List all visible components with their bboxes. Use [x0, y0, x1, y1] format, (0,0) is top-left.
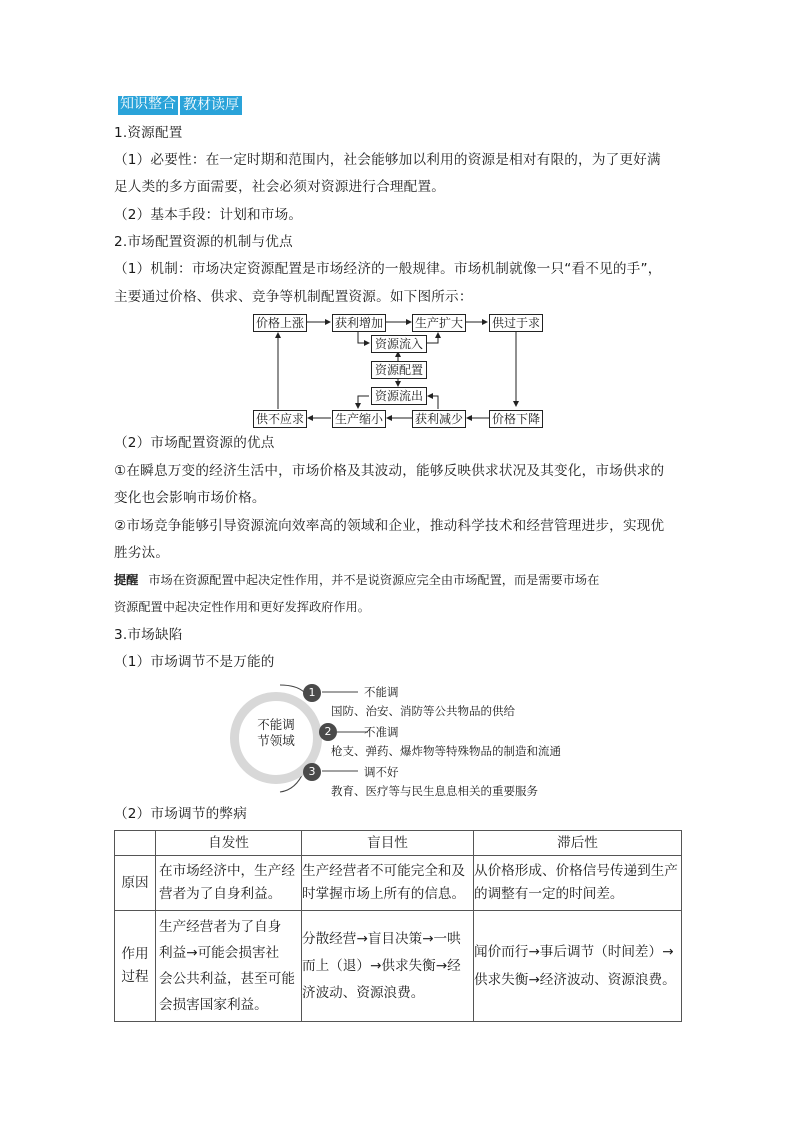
- s2-a1-line2: 变化也会影响市场价格。: [114, 490, 266, 506]
- tag-knowledge: 知识整合: [118, 96, 178, 115]
- cell-cause-blindness: [302, 856, 474, 911]
- hint-text-1: 市场在资源配置中起决定性作用，并不是说资源应完全由市场配置，而是需要市场在: [148, 573, 600, 587]
- flow-profit-down: 获利减少: [412, 410, 466, 428]
- item-desc-2: 枪支、弹药、爆炸物等特殊物品的制造和流通: [331, 744, 561, 758]
- flow-supply-exceeds-demand: 供过于求: [489, 314, 543, 332]
- hint-line2: 资源配置中起决定性作用和更好发挥政府作用。: [114, 600, 370, 614]
- table-row: [115, 911, 682, 1022]
- cell-line: 营者为了自身利益。: [159, 886, 282, 902]
- cell-line: 生产经营者不可能完全和及: [302, 863, 466, 879]
- s2-p2: （2）市场配置资源的优点: [114, 435, 275, 451]
- cell-process-blindness: [302, 911, 474, 1022]
- cell-cause-spontaneity: [156, 856, 302, 911]
- row-label-line: 过程: [121, 969, 149, 985]
- item-number-2: 2: [319, 723, 337, 741]
- cell-process-lag: [474, 911, 682, 1022]
- cell-process-spontaneity: [156, 911, 302, 1022]
- cell-line: 闻价而行→事后调节（时间差）→: [474, 944, 674, 960]
- market-defects-table: [114, 830, 682, 1022]
- s1-p1-line1: （1）必要性：在一定时期和范围内，社会能够加以利用的资源是相对有限的，为了更好满: [114, 152, 661, 168]
- header-lag: 滞后性: [474, 831, 682, 856]
- hint-label: 提醒: [114, 573, 139, 587]
- item-head-1: 不能调: [364, 685, 399, 699]
- flow-resource-outflow: 资源流出: [371, 387, 427, 405]
- cell-line: 从价格形成、价格信号传递到生产: [474, 863, 678, 879]
- flow-production-expand: 生产扩大: [412, 314, 466, 332]
- cell-line: 在市场经济中，生产经: [159, 863, 295, 879]
- cell-line: 时掌握市场上所有的信息。: [302, 886, 466, 902]
- cell-line: 分散经营→盲目决策→一哄: [302, 930, 461, 947]
- flow-resource-inflow: 资源流入: [371, 335, 427, 353]
- cell-line: 利益→可能会损害社: [159, 945, 280, 961]
- s1-p1-line2: 足人类的多方面需要，社会必须对资源进行合理配置。: [114, 179, 446, 195]
- ring-label-line1: 不能调: [257, 717, 295, 732]
- cell-line: 生产经营者为了自身: [159, 919, 282, 935]
- cell-line: 而上（退）→供求失衡→经: [302, 957, 461, 974]
- s2-a2-line1: ②市场竞争能够引导资源流向效率高的领域和企业，推动科学技术和经营管理进步，实现优: [114, 518, 665, 534]
- item-head-3: 调不好: [364, 765, 399, 779]
- flow-profit-up: 获利增加: [332, 314, 386, 332]
- row-label-process: [115, 911, 156, 1022]
- tag-textbook: 教材读厚: [180, 96, 242, 115]
- cell-line: 的调整有一定的时间差。: [474, 886, 624, 902]
- cell-line: 会损害国家利益。: [159, 997, 268, 1013]
- flow-supply-short: 供不应求: [253, 410, 307, 428]
- flow-price-down: 价格下降: [489, 410, 543, 428]
- table-row: [115, 856, 682, 911]
- ring-label-line2: 节领域: [257, 733, 295, 748]
- section1-title: 1.资源配置: [114, 125, 183, 141]
- ring-label: [235, 717, 317, 749]
- cell-line: 济波动、资源浪费。: [302, 984, 425, 1001]
- s3-p2: （2）市场调节的弊病: [114, 806, 247, 822]
- row-label-line: 作用: [121, 946, 149, 962]
- s2-a2-line2: 胜劣汰。: [114, 545, 170, 561]
- section2-title: 2.市场配置资源的机制与优点: [114, 234, 293, 250]
- cell-cause-lag: [474, 856, 682, 911]
- flow-price-up: 价格上涨: [253, 314, 307, 332]
- cell-line: 会公共利益，甚至可能: [159, 971, 295, 987]
- section3-title: 3.市场缺陷: [114, 627, 183, 643]
- item-desc-1: 国防、治安、消防等公共物品的供给: [331, 704, 515, 718]
- flow-resource-allocation: 资源配置: [371, 361, 427, 379]
- s2-a1-line1: ①在瞬息万变的经济生活中，市场价格及其波动，能够反映供求状况及其变化，市场供求的: [114, 463, 665, 479]
- table-header-row: [115, 831, 682, 856]
- header-spontaneity: 自发性: [156, 831, 302, 856]
- item-number-3: 3: [303, 763, 321, 781]
- item-head-2: 不准调: [364, 725, 399, 739]
- s2-p1-line1: （1）机制：市场决定资源配置是市场经济的一般规律。市场机制就像一只“看不见的手”，: [114, 261, 662, 277]
- row-label-cause: 原因: [115, 856, 156, 911]
- header-blindness: 盲目性: [302, 831, 474, 856]
- s1-p2: （2）基本手段：计划和市场。: [114, 207, 303, 223]
- item-desc-3: 教育、医疗等与民生息息相关的重要服务: [331, 784, 538, 798]
- item-number-1: 1: [303, 684, 321, 702]
- flow-production-shrink: 生产缩小: [332, 410, 386, 428]
- s3-p1: （1）市场调节不是万能的: [114, 654, 275, 670]
- s2-p1-line2: 主要通过价格、供求、竞争等机制配置资源。如下图所示：: [114, 289, 473, 305]
- header-empty: [115, 831, 156, 856]
- cell-line: 供求失衡→经济波动、资源浪费。: [474, 972, 676, 988]
